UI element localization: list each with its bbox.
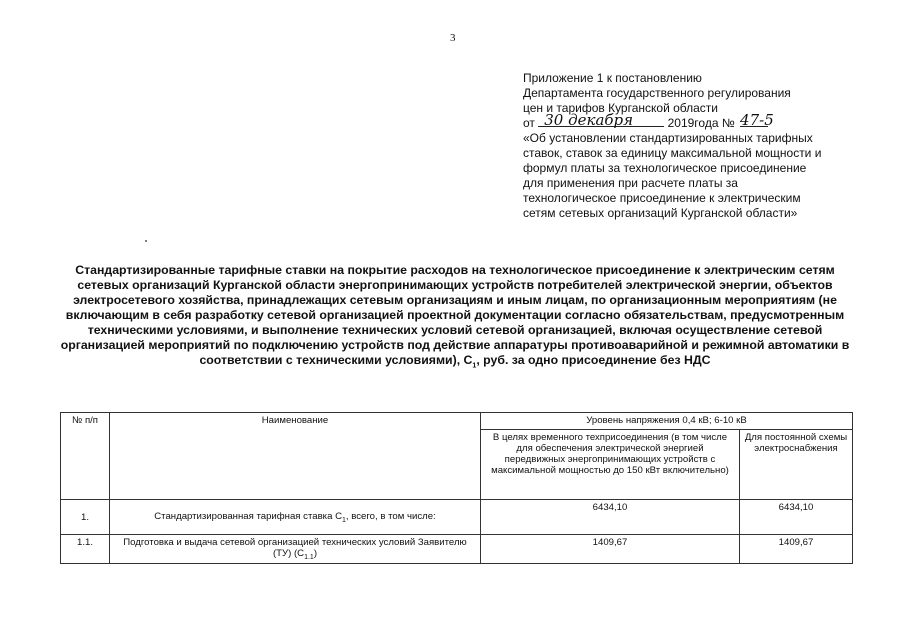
year-label: 2019года № [667, 116, 735, 130]
tariff-table [60, 412, 853, 564]
row-value-temporary: 6434,10 [481, 500, 740, 535]
appendix-line-2: Департамента государственного регулирования [523, 86, 791, 100]
row-num: 1.1. [61, 535, 110, 564]
appendix-line-8: для применения при расчете платы за [523, 176, 738, 190]
row-num: 1. [61, 500, 110, 535]
header-voltage: Уровень напряжения 0,4 кВ; 6-10 кВ [481, 413, 853, 430]
stray-dot-mark [145, 240, 147, 242]
document-title [60, 263, 850, 373]
row-name [110, 500, 481, 535]
appendix-line-9: технологическое присоединение к электрическим [523, 191, 801, 205]
appendix-line-3: цен и тарифов Курганской области [523, 101, 718, 115]
title-tail: , руб. за одно присоединение без НДС [476, 353, 711, 367]
handwritten-date: 30 декабря [538, 114, 664, 127]
header-num: № п/п [61, 413, 110, 500]
row-name-text: Стандартизированная тарифная ставка С [154, 510, 343, 522]
row-name [110, 535, 481, 564]
row-value-temporary: 1409,67 [481, 535, 740, 564]
header-temporary: В целях временного техприсоединения (в том числе для обеспечения электрической энергией передвижных энергопринимающих устройств с максимальной мощностью до 150 кВт включительно) [481, 430, 740, 500]
appendix-line-5: «Об установлении стандартизированных тарифных [523, 131, 813, 145]
row-name-tail: , всего, в том числе: [345, 510, 436, 522]
appendix-line-1: Приложение 1 к постановлению [523, 71, 702, 85]
table-header-row-1 [61, 413, 853, 430]
row-name-text: Подготовка и выдача сетевой организацией технических условий Заявителю (ТУ) (С [123, 537, 467, 559]
appendix-line-10: сетям сетевых организаций Курганской области» [523, 206, 798, 220]
row-name-subscript: 1.1 [304, 553, 314, 561]
title-subscript: 1 [472, 362, 477, 370]
table-row [61, 535, 853, 564]
row-value-permanent: 6434,10 [740, 500, 853, 535]
header-name: Наименование [110, 413, 481, 500]
appendix-line-7: формул платы за технологическое присоединение [523, 161, 807, 175]
handwritten-number: 47-5 [740, 111, 774, 129]
page-number: 3 [450, 32, 456, 44]
appendix-date-line [523, 111, 863, 131]
title-main: Стандартизированные тарифные ставки на покрытие расходов на технологическое присоединение к электрическим сетям сетевых организаций Курганской области энергопринимающих устройств потребителей электрической энергии, объектов электросетевого хозяйства, принадлежащих сетевым организациям и иным лицам, по организационным мероприятиям (не включающим в себя разработку сетевой организацией проектной документации согласно обязательствам, предусмотренным техническими условиями, и выполнение технических условий сетевой организацией, включая осуществление сетевой организацией мероприятий по подключению устройств под действие аппаратуры противоаварийной и режимной автоматики в соответствии с техническими условиями), С [60, 263, 850, 367]
row-value-permanent: 1409,67 [740, 535, 853, 564]
appendix-block [523, 71, 863, 221]
row-name-tail: ) [313, 548, 318, 559]
table-row [61, 500, 853, 535]
from-label: от [523, 116, 535, 130]
appendix-line-6: ставок, ставок за единицу максимальной мощности и [523, 146, 822, 160]
row-name-subscript: 1 [342, 516, 346, 524]
header-permanent: Для постоянной схемы электроснабжения [740, 430, 853, 500]
